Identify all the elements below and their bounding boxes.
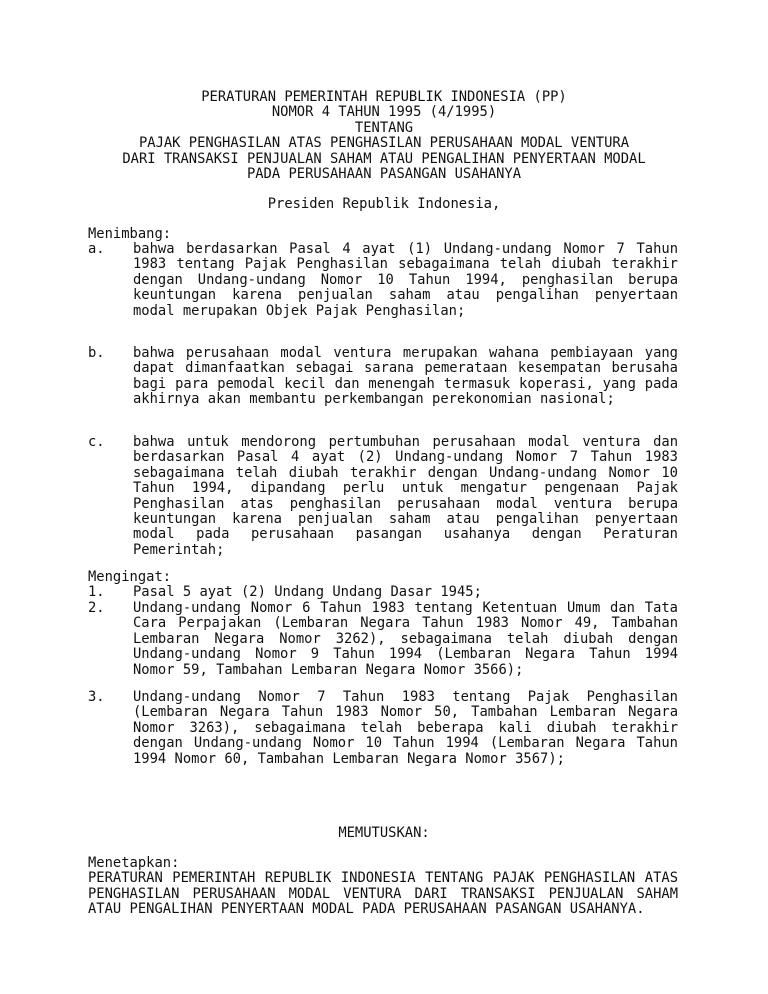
president-line: Presiden Republik Indonesia, xyxy=(267,196,501,212)
item-text: Pasal 5 ayat (2) Undang Undang Dasar 1945; xyxy=(133,584,482,600)
item-marker: 1. xyxy=(88,584,105,600)
item-marker: 3. xyxy=(88,689,105,705)
item-text: Undang-undang Nomor 6 Tahun 1983 tentang Ketentuan Umum dan Tata Cara Perpajakan (Lembaran Negara Tahun 1983 Nomor 49, Tambahan Lembaran Negara Nomor 3262), sebagaimana telah diubah dengan Undang-undang Nomor 9 Tahun 1994 (Lembaran Negara Tahun 1994 Nomor 59, Tambahan Lembaran Negara Nomor 3566); xyxy=(133,600,678,678)
item-marker: b. xyxy=(88,345,105,361)
mengingat-item-2 xyxy=(88,601,678,678)
item-text: bahwa untuk mendorong pertumbuhan perusahaan modal ventura dan berdasarkan Pasal 4 ayat (2) Undang-undang Nomor 7 Tahun 1983 sebagaimana telah diubah terakhir dengan Undang-undang Nomor 10 Tahun 1994, dipandang perlu untuk mengatur pengenaan Pajak Penghasilan atas penghasilan perusahaan modal ventura berupa keuntungan karena penjualan saham atau pengalihan penyertaan modal pada perusahaan pasangan usahanya dengan Peraturan Pemerintah; xyxy=(133,434,678,558)
header-line-number: NOMOR 4 TAHUN 1995 (4/1995) xyxy=(271,104,497,121)
header-line-subject-3: PADA PERUSAHAAN PASANGAN USAHANYA xyxy=(246,166,522,183)
item-marker: 2. xyxy=(88,600,105,616)
menimbang-item-a xyxy=(88,242,678,319)
menetapkan-label: Menetapkan: xyxy=(88,855,180,871)
menimbang-item-b xyxy=(88,346,678,408)
document-header xyxy=(88,90,680,182)
item-text: bahwa perusahaan modal ventura merupakan wahana pembiayaan yang dapat dimanfaatkan sebagai sarana pemerataan kesempatan berusaha bagi para pemodal kecil dan menengah termasuk koperasi, yang pada akhirnya akan membantu perkembangan perekonomian nasional; xyxy=(133,345,678,408)
item-marker: a. xyxy=(88,241,105,257)
item-marker: c. xyxy=(88,434,105,450)
header-line-subject-1: PAJAK PENGHASILAN ATAS PENGHASILAN PERUSAHAAN MODAL VENTURA xyxy=(138,135,630,152)
memutuskan-heading: MEMUTUSKAN: xyxy=(338,825,430,841)
item-text: bahwa berdasarkan Pasal 4 ayat (1) Undang-undang Nomor 7 Tahun 1983 tentang Pajak Penghasilan sebagaimana telah diubah terakhir dengan Undang-undang Nomor 10 Tahun 1994, penghasilan berupa keuntungan karena penjualan saham atau pengalihan penyertaan modal merupakan Objek Pajak Penghasilan; xyxy=(133,241,678,319)
menimbang-label: Menimbang: xyxy=(88,226,172,242)
item-text: Undang-undang Nomor 7 Tahun 1983 tentang Pajak Penghasilan (Lembaran Negara Tahun 1983 Nomor 50, Tambahan Lembaran Negara Nomor 3263), sebagaimana telah beberapa kali diubah terakhir dengan Undang-undang Nomor 10 Tahun 1994 (Lembaran Negara Tahun 1994 Nomor 60, Tambahan Lembaran Negara Nomor 3567); xyxy=(133,689,678,767)
menetapkan-section xyxy=(88,856,678,918)
mengingat-label: Mengingat: xyxy=(88,569,172,585)
mengingat-item-1 xyxy=(88,585,678,600)
header-line-tentang: TENTANG xyxy=(354,119,414,136)
mengingat-item-3 xyxy=(88,690,678,767)
header-line-subject-2: DARI TRANSAKSI PENJUALAN SAHAM ATAU PENGALIHAN PENYERTAAN MODAL xyxy=(122,150,646,167)
menetapkan-text: PERATURAN PEMERINTAH REPUBLIK INDONESIA TENTANG PAJAK PENGHASILAN ATAS PENGHASILAN PERUSAHAAN MODAL VENTURA DARI TRANSAKSI PENJUALAN SAHAM ATAU PENGALIHAN PENYERTAAN MODAL PADA PERUSAHAAN PASANGAN USAHANYA. xyxy=(88,870,678,918)
menimbang-item-c xyxy=(88,435,678,558)
header-line-regulation: PERATURAN PEMERINTAH REPUBLIK INDONESIA (PP) xyxy=(201,89,567,105)
